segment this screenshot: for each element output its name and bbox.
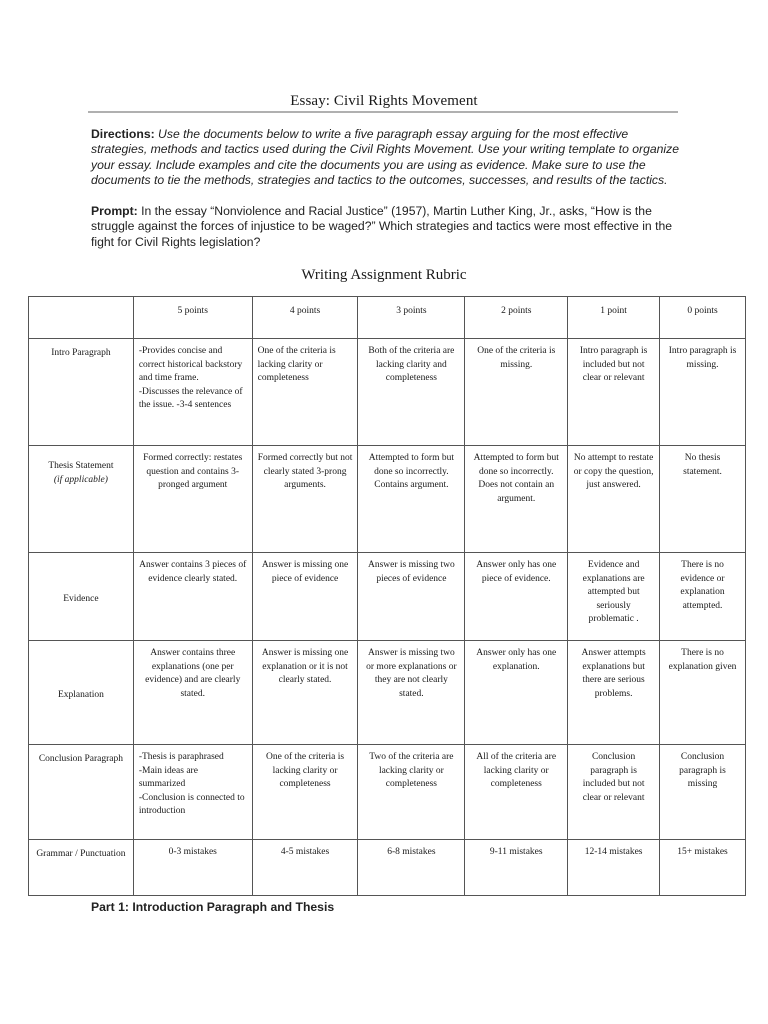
- title-underline: [88, 111, 678, 113]
- rubric-title: Writing Assignment Rubric: [301, 267, 467, 283]
- rubric-cell: Answer is missing one piece of evidence: [252, 553, 358, 641]
- rubric-cell: 9-11 mistakes: [465, 840, 568, 896]
- rubric-cell-text: -Provides concise and correct historical backstory and time frame. -Discusses the relevance of the issue. -3-4 sentences: [138, 346, 243, 411]
- rubric-header-cell: 0 points: [660, 297, 746, 339]
- rubric-cell: Conclusion paragraph is included but not clear or relevant: [568, 745, 660, 840]
- rubric-cell: 12-14 mistakes: [568, 840, 660, 896]
- rubric-row-label-cell: [29, 446, 134, 553]
- rubric-row-sublabel: (if applicable): [53, 474, 108, 485]
- rubric-cell: Attempted to form but done so incorrectly. Does not contain an argument.: [465, 446, 568, 553]
- rubric-row-thesis: [29, 446, 746, 553]
- document-title: Essay: Civil Rights Movement: [290, 93, 478, 109]
- rubric-cell: 4-5 mistakes: [252, 840, 358, 896]
- rubric-cell: All of the criteria are lacking clarity or completeness: [465, 745, 568, 840]
- rubric-cell: Intro paragraph is missing.: [660, 339, 746, 446]
- rubric-row-label: Thesis Statement: [48, 461, 114, 471]
- rubric-cell: Conclusion paragraph is missing: [660, 745, 746, 840]
- rubric-header-cell: 2 points: [465, 297, 568, 339]
- rubric-row-label: Intro Paragraph: [29, 339, 134, 446]
- prompt-label: Prompt:: [91, 204, 138, 218]
- rubric-cell: Two of the criteria are lacking clarity or completeness: [358, 745, 465, 840]
- rubric-header-cell: 4 points: [252, 297, 358, 339]
- rubric-cell: Intro paragraph is included but not clear or relevant: [568, 339, 660, 446]
- rubric-cell: Answer is missing one explanation or it is not clearly stated.: [252, 641, 358, 745]
- rubric-cell: Answer is missing two pieces of evidence: [358, 553, 465, 641]
- rubric-header-cell: 5 points: [133, 297, 252, 339]
- rubric-cell-text: -Thesis is paraphrased -Main ideas are summarized -Conclusion is connected to introduction: [138, 752, 245, 817]
- rubric-cell: Answer contains three explanations (one per evidence) and are clearly stated.: [133, 641, 252, 745]
- rubric-row-conclusion: [29, 745, 746, 840]
- rubric-row-label: Conclusion Paragraph: [29, 745, 134, 840]
- rubric-cell: [133, 745, 252, 840]
- rubric-cell: Evidence and explanations are attempted but seriously problematic .: [568, 553, 660, 641]
- directions-text: Use the documents below to write a five paragraph essay arguing for the most effective strategies, methods and tactics used during the Civil Rights Movement. Use your writing template to organize your essay. Include examples and cite the documents you are using as evidence. Make sure to use the documents to tie the methods, strategies and tactics to the outcomes, successes, and results of the tactics.: [91, 127, 679, 187]
- rubric-cell: Formed correctly but not clearly stated 3-prong arguments.: [252, 446, 358, 553]
- rubric-cell: Attempted to form but done so incorrectly. Contains argument.: [358, 446, 465, 553]
- rubric-cell: Answer only has one piece of evidence.: [465, 553, 568, 641]
- prompt-text: In the essay “Nonviolence and Racial Justice” (1957), Martin Luther King, Jr., asks, “How is the struggle against the forces of injustice to be waged?” Which strategies and tactics were most effective in the fight for Civil Rights legislation?: [91, 204, 673, 249]
- rubric-table: [28, 296, 746, 896]
- rubric-row-label: Evidence: [29, 553, 134, 641]
- rubric-cell: No attempt to restate or copy the question, just answered.: [568, 446, 660, 553]
- rubric-row-evidence: [29, 553, 746, 641]
- rubric-cell: No thesis statement.: [660, 446, 746, 553]
- rubric-cell: 6-8 mistakes: [358, 840, 465, 896]
- rubric-cell: 15+ mistakes: [660, 840, 746, 896]
- rubric-header-cell: 3 points: [358, 297, 465, 339]
- rubric-cell: One of the criteria is lacking clarity or completeness: [252, 339, 358, 446]
- rubric-cell: Formed correctly: restates question and contains 3- pronged argument: [133, 446, 252, 553]
- rubric-cell: One of the criteria is missing.: [465, 339, 568, 446]
- rubric-cell: Answer attempts explanations but there are serious problems.: [568, 641, 660, 745]
- rubric-row-grammar: [29, 840, 746, 896]
- part1-heading: Part 1: Introduction Paragraph and Thesis: [91, 900, 335, 914]
- rubric-cell: There is no evidence or explanation attempted.: [660, 553, 746, 641]
- prompt-paragraph: [91, 204, 681, 250]
- rubric-cell: Answer only has one explanation.: [465, 641, 568, 745]
- rubric-cell: Answer contains 3 pieces of evidence clearly stated.: [133, 553, 252, 641]
- directions-label: Directions:: [91, 127, 155, 141]
- rubric-cell: Both of the criteria are lacking clarity and completeness: [358, 339, 465, 446]
- rubric-cell: There is no explanation given: [660, 641, 746, 745]
- rubric-corner-cell: [29, 297, 134, 339]
- directions-paragraph: [91, 127, 681, 188]
- rubric-header-row: [29, 297, 746, 339]
- rubric-cell: One of the criteria is lacking clarity or completeness: [252, 745, 358, 840]
- rubric-cell: 0-3 mistakes: [133, 840, 252, 896]
- rubric-row-explanation: [29, 641, 746, 745]
- rubric-row-label: Explanation: [29, 641, 134, 745]
- rubric-cell: Answer is missing two or more explanations or they are not clearly stated.: [358, 641, 465, 745]
- rubric-header-cell: 1 point: [568, 297, 660, 339]
- rubric-row-intro: [29, 339, 746, 446]
- rubric-row-label: Grammar / Punctuation: [29, 840, 134, 896]
- rubric-cell: [133, 339, 252, 446]
